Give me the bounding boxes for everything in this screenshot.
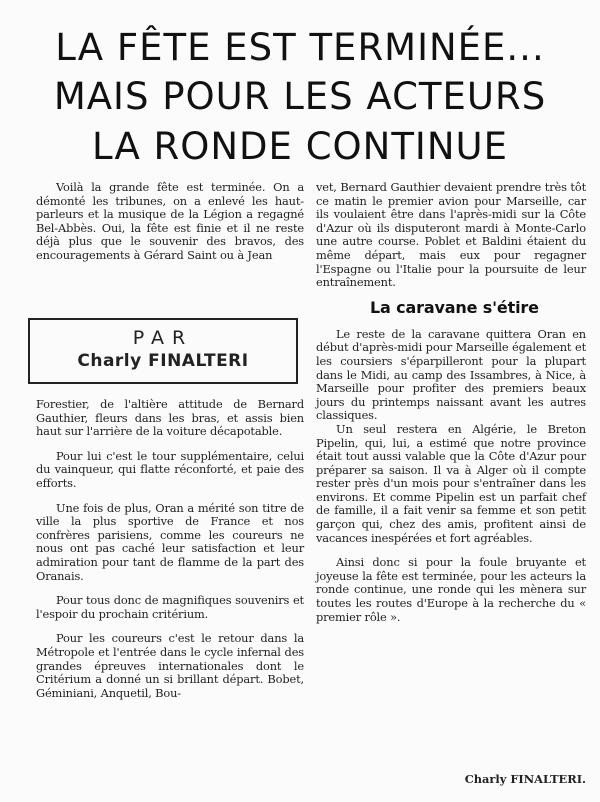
article-paragraph: Voilà la grande fête est terminée. On a démonté les tribunes, on a enlevé les haut-parleurs et la musique de la Légion a regagné Bel-Abbès. Oui, la fête est finie et il ne reste déjà plus que le souvenir des bravos, des encouragements à Gérard Saint ou à Jean [36,180,304,262]
left-column-bottom [36,398,304,700]
headline-line-3: LA RONDE CONTINUE [92,125,508,168]
article-paragraph: Le reste de la caravane quittera Oran en début d'après-midi pour Marseille également et les coursiers s'éparpilleront pour la plupart dans le Midi, au camp des Issambres, à Nice, à Marseille pour profiter des premiers beaux jours du printemps naissant avant les autres classiques. [316,326,586,423]
byline-box [28,318,298,384]
byline-by: PAR [132,327,194,349]
headline-line-2: MAIS POUR LES ACTEURS [53,75,547,118]
article-paragraph: Un seul restera en Algérie, le Breton Pipelin, qui, lui, a estimé que notre province était tout aussi valable que la Côte d'Azur pour préparer sa saison. Il va à Alger où il compte rester près d'un mois pour s'entraîner dans les environs. Et comme Pipelin est un parfait chef de famille, il a fait venir sa femme et son petit garçon qui, chez des amis, profitent ainsi de vacances inespérées et fort agréables. [316,421,586,545]
headline-line-1: LA FÊTE EST TERMINÉE... [55,26,545,69]
article-paragraph: Une fois de plus, Oran a mérité son titre de ville la plus sportive de France et nos confrères parisiens, comme les coureurs ne nous ont pas caché leur satisfaction et leur admiration pour tant de flamme de la part des Oranais. [36,500,304,583]
right-column [316,181,586,624]
article-paragraph: vet, Bernard Gauthier devaient prendre très tôt ce matin le premier avion pour Marseille, car ils voulaient être dans l'après-midi sur la Côte d'Azur où ils disputeront mardi à Monte-Carlo une autre course. Poblet et Baldini étaient du même départ, mais eux pour regagner l'Espagne ou l'Italie pour la poursuite de leur entraînement. [316,180,586,290]
section-subheading: La caravane s'étire [370,297,539,317]
article-paragraph: Ainsi donc si pour la foule bruyante et joyeuse la fête est terminée, pour les acteurs la ronde continue, une ronde qui les mènera sur toutes les routes d'Europe à la recherche du « premier rôle ». [316,555,586,624]
author-signature: Charly FINALTERI. [464,772,586,786]
article-paragraph: Pour lui c'est le tour supplémentaire, celui du vainqueur, qui flatte réconforté, et paie des efforts. [36,448,304,490]
article-paragraph: Forestier, de l'altière attitude de Bernard Gauthier, fleurs dans les bras, et assis bien haut sur l'arrière de la voiture décapotable. [36,397,304,439]
article-paragraph: Pour les coureurs c'est le retour dans la Métropole et l'entrée dans le cycle infernal des grandes épreuves internationales dont le Critérium a donné un si brillant départ. Bobet, Géminiani, Anquetil, Bou- [36,631,304,700]
byline-author: Charly FINALTERI [77,351,249,371]
left-column-top [36,181,304,263]
article-paragraph: Pour tous donc de magnifiques souvenirs et l'espoir du prochain critérium. [36,593,304,621]
